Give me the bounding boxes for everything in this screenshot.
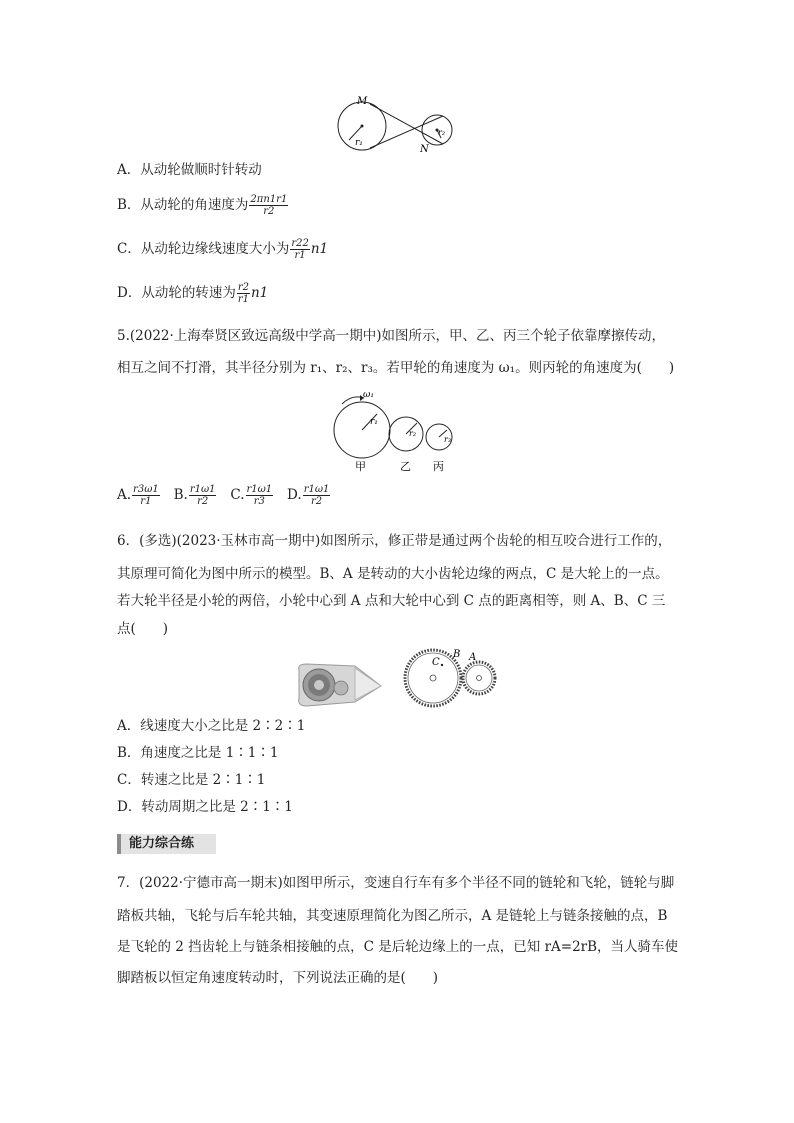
label-C: C <box>432 657 440 668</box>
q5-option-c: C. $\frac{r1\omega 1}{r3}$ <box>230 484 273 507</box>
gear-model-figure <box>398 648 502 714</box>
q6-stem-line1: 6．(多选)(2023·玉林市高一期中)如图所示，修正带是通过两个齿轮的相互咬合进行工作的， <box>117 533 672 549</box>
q5-stem-line2: 相互之间不打滑，其半径分别为 r₁、r₂、r₃。若甲轮的角速度为 ω₁。则丙轮的角速度为( ) <box>117 360 675 376</box>
q4-option-c-text: C．从动轮边缘线速度大小为 <box>117 241 290 257</box>
friction-wheels-figure <box>330 390 465 475</box>
q7-stem-line2: 踏板共轴，飞轮与后车轮共轴，其变速原理简化为图乙所示，A 是链轮上与链条接触的点，B <box>117 908 668 924</box>
label-r2: r₂ <box>409 429 417 438</box>
label-jia: 甲 <box>355 460 366 473</box>
q5-option-d: D. $\frac{r1\omega 1}{r2}$ <box>287 484 330 507</box>
q4-option-d: D．从动轮的转速为 $\frac{r2}{r1}$ n1 <box>117 282 269 305</box>
q4-option-d-fraction: $\frac{r2}{r1}$ <box>237 282 249 305</box>
label-B: B <box>453 649 461 660</box>
q4-option-a: A．从动轮做顺时针转动 <box>117 162 262 178</box>
label-r3: r₃ <box>444 435 452 444</box>
q7-stem-line4: 脚踏板以恒定角速度转动时，下列说法正确的是( ) <box>117 970 439 986</box>
q5-options <box>117 484 331 507</box>
q6-stem-line3: 若大轮半径是小轮的两倍，小轮中心到 A 点和大轮中心到 C 点的距离相等，则 A、B、C 三 <box>117 593 666 609</box>
q4-option-b-text: B．从动轮的角速度为 <box>117 197 249 213</box>
label-r1: r₁ <box>370 417 378 427</box>
section-header: 能力综合练 <box>117 834 216 854</box>
q4-option-b-fraction: $\frac{2\pi n1r1}{r2}$ <box>250 194 288 217</box>
label-r1: r₁ <box>355 138 363 148</box>
q5-option-a: A. $\frac{r3\omega 1}{r1}$ <box>117 484 159 507</box>
q4-option-c-fraction: $\frac{r22}{r1}$ <box>291 238 309 261</box>
correction-tape-image <box>295 660 385 710</box>
label-A: A <box>469 652 477 663</box>
q6-option-c: C．转速之比是 2∶1∶1 <box>117 772 266 788</box>
q6-option-d: D．转动周期之比是 2∶1∶1 <box>117 799 293 815</box>
label-yi: 乙 <box>400 460 411 473</box>
q5-option-b: B. $\frac{r1\omega 1}{r2}$ <box>173 484 216 507</box>
q6-option-a: A．线速度大小之比是 2∶2∶1 <box>117 718 306 734</box>
label-omega1: ω₁ <box>363 390 374 400</box>
label-N: N <box>420 144 429 154</box>
q6-option-b: B．角速度之比是 1∶1∶1 <box>117 745 279 761</box>
crossed-belt-figure <box>335 92 460 154</box>
q7-stem-line1: 7．(2022·宁德市高一期末)如图甲所示，变速自行车有多个半径不同的链轮和飞轮，链轮与脚 <box>117 875 675 891</box>
q6-stem-line4: 点( ) <box>117 621 169 637</box>
q5-stem-line1: 5.(2022·上海奉贤区致远高级中学高一期中)如图所示，甲、乙、丙三个轮子依靠摩擦传动， <box>117 328 666 344</box>
q4-option-d-text: D．从动轮的转速为 <box>117 285 236 301</box>
q4-option-b <box>117 194 289 217</box>
label-r2: r₂ <box>438 128 446 137</box>
q7-stem-line3: 是飞轮的 2 挡齿轮上与链条相接触的点，C 是后轮边缘上的一点，已知 rA=2rB，当人骑车使 <box>117 939 679 955</box>
label-bing: 丙 <box>433 460 444 473</box>
q4-option-c: C．从动轮边缘线速度大小为 $\frac{r22}{r1}$ n1 <box>117 238 329 261</box>
label-M: M <box>357 96 368 107</box>
q6-stem-line2: 其原理可简化为图中所示的模型。B、A 是转动的大小齿轮边缘的两点，C 是大轮上的一点。 <box>117 566 669 582</box>
